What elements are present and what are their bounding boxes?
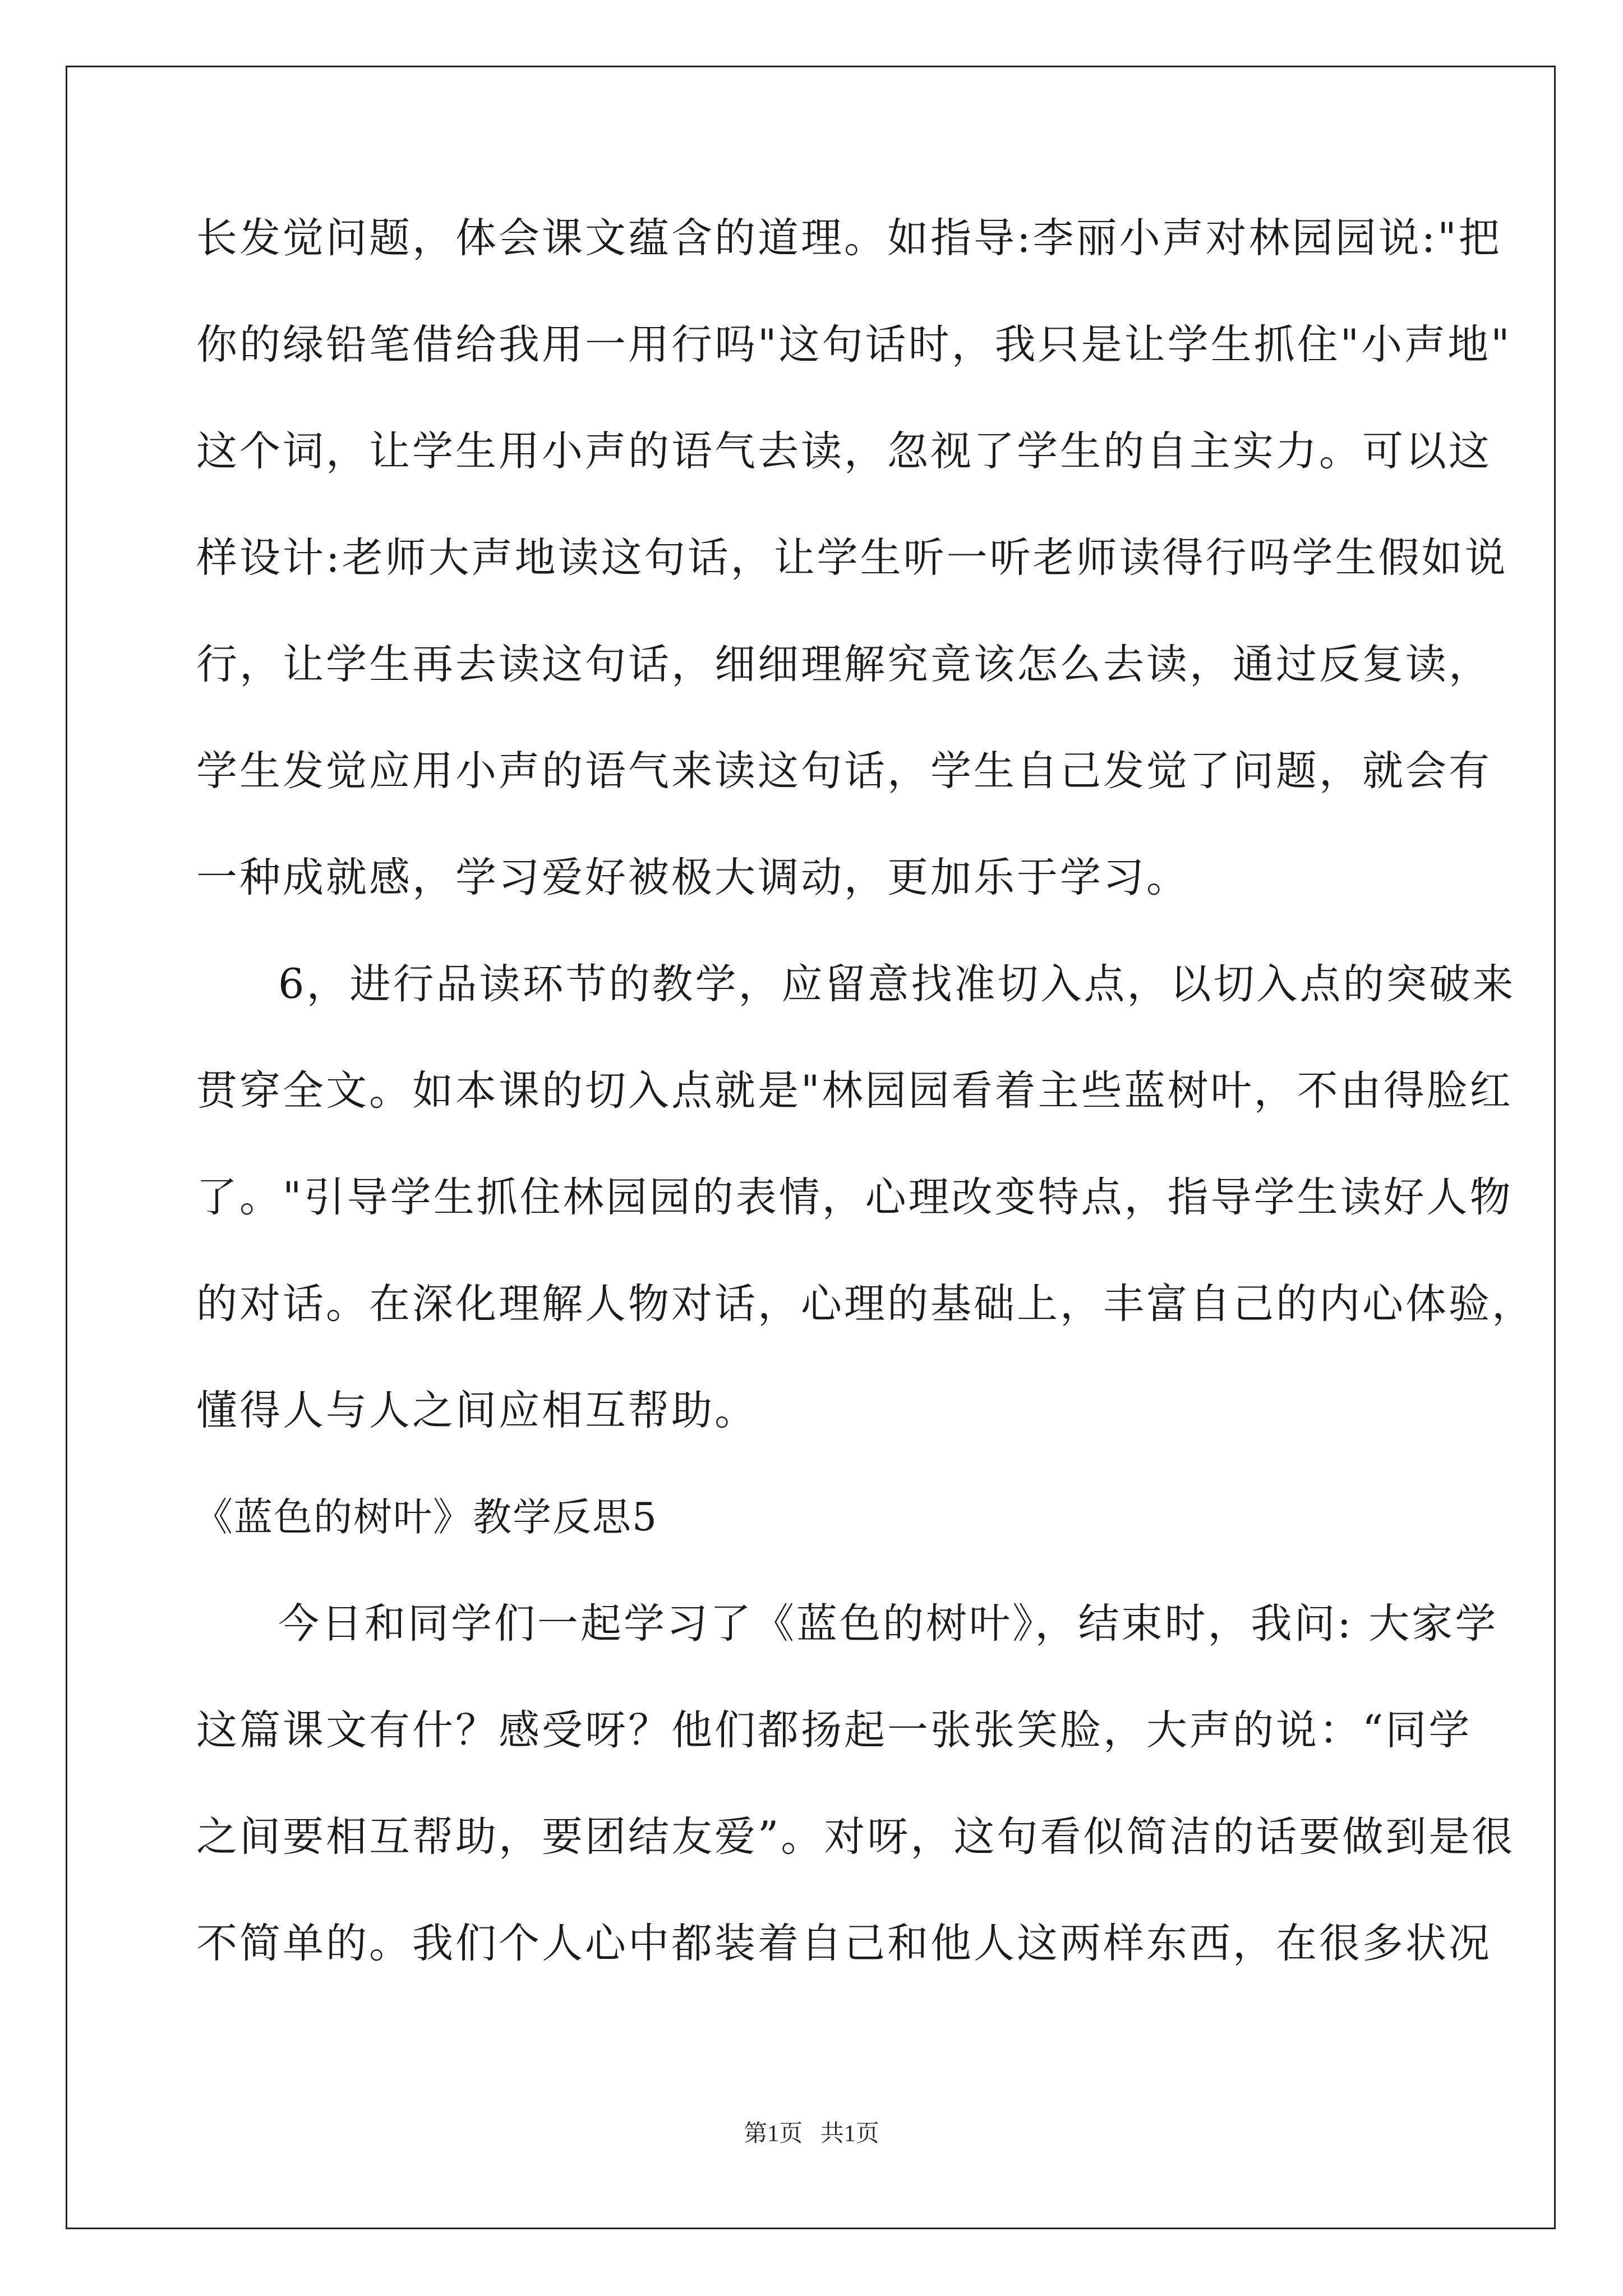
- text-line: 这个词，让学生用小声的语气去读，忽视了学生的自主实力。可以这: [196, 427, 1492, 475]
- paragraph-reflection: [196, 1571, 1515, 1997]
- text-line: 之间要相互帮助，要团结友爱”。对呀，这句看似简洁的话要做到是很: [196, 1813, 1515, 1861]
- text-line: 不简单的。我们个人心中都装着自己和他人这两样东西，在很多状况: [196, 1920, 1492, 1967]
- paragraph-continued: [196, 185, 1512, 931]
- text-line: 的对话。在深化理解人物对话，心理的基础上，丰富自己的内心体验，: [196, 1280, 1535, 1328]
- text-line: 了。"引导学生抓住林园园的表情，心理改变特点，指导学生读好人物: [196, 1174, 1513, 1221]
- section-heading: 《蓝色的树叶》教学反思5: [194, 1495, 658, 1540]
- text-line: 懂得人与人之间应相互帮助。: [196, 1387, 758, 1434]
- page-number: 第1页 共1页: [744, 2121, 879, 2147]
- text-line: 长发觉问题，体会课文蕴含的道理。如指导:李丽小声对林园园说:"把: [196, 214, 1502, 262]
- document-body: [194, 185, 1535, 1997]
- text-line: 行，让学生再去读这句话，细细理解究竟该怎么去读，通过反复读，: [196, 641, 1492, 688]
- text-line: 今日和同学们一起学习了《蓝色的树叶》，结束时，我问: 大家学: [278, 1600, 1498, 1648]
- text-line: 6，进行品读环节的教学，应留意找准切入点，以切入点的突破来: [278, 960, 1516, 1008]
- text-line: 贯穿全文。如本课的切入点就是"林园园看着主些蓝树叶，不由得脸红: [196, 1067, 1513, 1115]
- text-line: 一种成就感，学习爱好被极大调动，更加乐于学习。: [196, 854, 1189, 901]
- paragraph-point-6: [196, 931, 1535, 1464]
- text-line: 这篇课文有什？感受呀？他们都扬起一张张笑脸，大声的说：“同学: [196, 1706, 1472, 1754]
- text-line: 你的绿铅笔借给我用一用行吗"这句话时，我只是让学生抓住"小声地": [196, 321, 1512, 369]
- text-line: 样设计:老师大声地读这句话，让学生听一听老师读得行吗学生假如说: [196, 534, 1508, 582]
- text-line: 学生发觉应用小声的语气来读这句话，学生自己发觉了问题，就会有: [196, 747, 1492, 795]
